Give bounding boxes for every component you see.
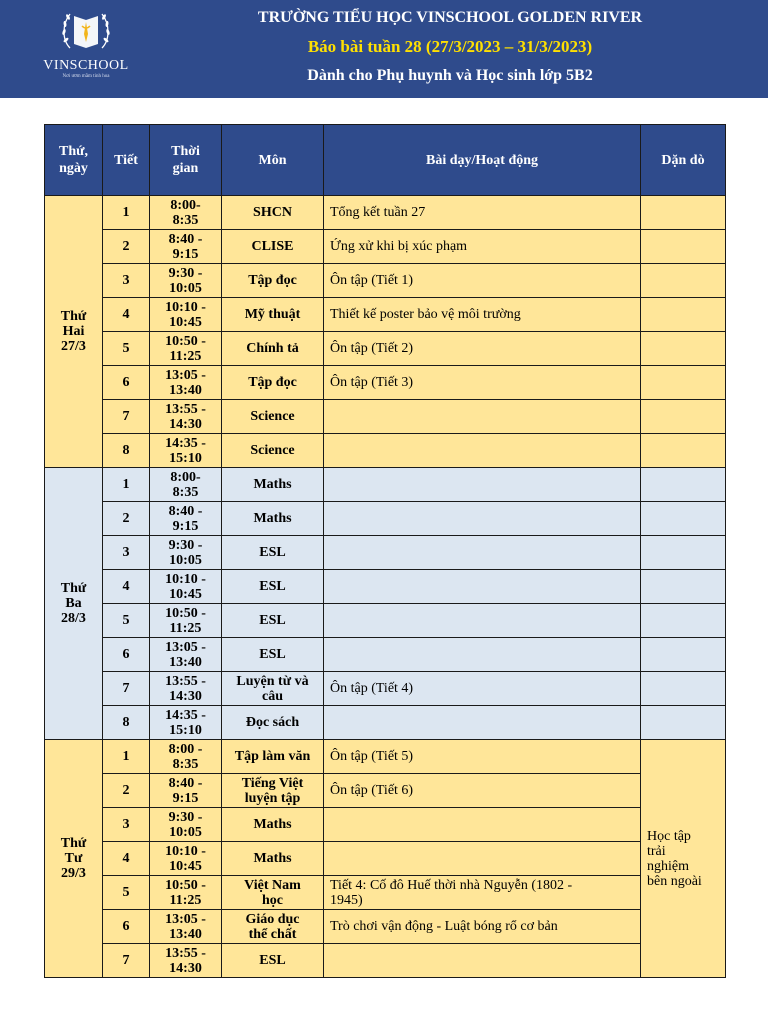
time-cell: 10:50 - 11:25 bbox=[150, 876, 222, 910]
table-row bbox=[45, 604, 726, 638]
activity-cell: Ôn tập (Tiết 6) bbox=[324, 774, 641, 808]
table-row bbox=[45, 536, 726, 570]
time-cell: 10:50 - 11:25 bbox=[150, 332, 222, 366]
note-cell bbox=[641, 264, 726, 298]
header-day: Thứ, ngày bbox=[45, 125, 103, 196]
subject-cell: Science bbox=[222, 434, 324, 468]
time-cell: 10:10 - 10:45 bbox=[150, 570, 222, 604]
subject-cell: ESL bbox=[222, 536, 324, 570]
period-cell: 1 bbox=[103, 468, 150, 502]
subject-cell: Đọc sách bbox=[222, 706, 324, 740]
table-row bbox=[45, 434, 726, 468]
note-cell bbox=[641, 298, 726, 332]
activity-cell: Ôn tập (Tiết 3) bbox=[324, 366, 641, 400]
subject-cell: CLISE bbox=[222, 230, 324, 264]
subject-cell: ESL bbox=[222, 944, 324, 978]
period-cell: 7 bbox=[103, 944, 150, 978]
period-cell: 2 bbox=[103, 230, 150, 264]
note-cell bbox=[641, 706, 726, 740]
subject-cell: Tập đọc bbox=[222, 264, 324, 298]
subject-cell: ESL bbox=[222, 638, 324, 672]
activity-cell bbox=[324, 808, 641, 842]
table-row bbox=[45, 774, 726, 808]
period-cell: 4 bbox=[103, 570, 150, 604]
period-cell: 2 bbox=[103, 774, 150, 808]
period-cell: 4 bbox=[103, 842, 150, 876]
activity-cell: Tiết 4: Cố đô Huế thời nhà Nguyễn (1802 - 1945) bbox=[324, 876, 641, 910]
school-name: TRƯỜNG TIỂU HỌC VINSCHOOL GOLDEN RIVER bbox=[257, 9, 643, 26]
period-cell: 5 bbox=[103, 332, 150, 366]
table-row bbox=[45, 400, 726, 434]
activity-cell bbox=[324, 842, 641, 876]
note-cell bbox=[641, 672, 726, 706]
subject-cell: Tập đọc bbox=[222, 366, 324, 400]
activity-cell: Thiết kế poster bảo vệ môi trường bbox=[324, 298, 641, 332]
time-cell: 8:00 - 8:35 bbox=[150, 740, 222, 774]
period-cell: 6 bbox=[103, 910, 150, 944]
school-logo bbox=[36, 4, 136, 94]
subject-cell: Maths bbox=[222, 502, 324, 536]
activity-cell bbox=[324, 400, 641, 434]
day-cell: Thứ Ba 28/3 bbox=[45, 468, 103, 740]
period-cell: 6 bbox=[103, 366, 150, 400]
header-subject: Môn bbox=[222, 125, 324, 196]
header-time: Thời gian bbox=[150, 125, 222, 196]
table-row bbox=[45, 876, 726, 910]
time-cell: 9:30 - 10:05 bbox=[150, 808, 222, 842]
note-cell bbox=[641, 536, 726, 570]
time-cell: 8:40 - 9:15 bbox=[150, 230, 222, 264]
activity-cell: Ôn tập (Tiết 2) bbox=[324, 332, 641, 366]
activity-cell: Trò chơi vận động - Luật bóng rổ cơ bản bbox=[324, 910, 641, 944]
table-row bbox=[45, 706, 726, 740]
period-cell: 2 bbox=[103, 502, 150, 536]
subject-cell: ESL bbox=[222, 604, 324, 638]
table-row bbox=[45, 910, 726, 944]
note-cell bbox=[641, 434, 726, 468]
note-cell bbox=[641, 366, 726, 400]
time-cell: 13:55 - 14:30 bbox=[150, 944, 222, 978]
time-cell: 10:50 - 11:25 bbox=[150, 604, 222, 638]
activity-cell bbox=[324, 638, 641, 672]
time-cell: 14:35 - 15:10 bbox=[150, 706, 222, 740]
note-cell bbox=[641, 468, 726, 502]
report-title: Báo bài tuần 28 (27/3/2023 – 31/3/2023) bbox=[307, 37, 593, 56]
time-cell: 10:10 - 10:45 bbox=[150, 842, 222, 876]
subject-cell: Science bbox=[222, 400, 324, 434]
time-cell: 14:35 - 15:10 bbox=[150, 434, 222, 468]
subject-cell: Tập làm văn bbox=[222, 740, 324, 774]
time-cell: 10:10 - 10:45 bbox=[150, 298, 222, 332]
activity-cell bbox=[324, 502, 641, 536]
table-row bbox=[45, 366, 726, 400]
subject-cell: Chính tả bbox=[222, 332, 324, 366]
note-cell bbox=[641, 332, 726, 366]
subject-cell: Việt Nam học bbox=[222, 876, 324, 910]
time-cell: 13:55 - 14:30 bbox=[150, 400, 222, 434]
timetable bbox=[44, 124, 726, 978]
time-cell: 8:40 - 9:15 bbox=[150, 774, 222, 808]
table-row bbox=[45, 502, 726, 536]
time-cell: 8:00- 8:35 bbox=[150, 196, 222, 230]
table-row bbox=[45, 672, 726, 706]
period-cell: 7 bbox=[103, 400, 150, 434]
activity-cell bbox=[324, 468, 641, 502]
period-cell: 8 bbox=[103, 706, 150, 740]
subject-cell: Giáo dục thể chất bbox=[222, 910, 324, 944]
period-cell: 5 bbox=[103, 876, 150, 910]
activity-cell bbox=[324, 706, 641, 740]
table-row bbox=[45, 808, 726, 842]
subject-cell: Tiếng Việt luyện tập bbox=[222, 774, 324, 808]
activity-cell: Tổng kết tuần 27 bbox=[324, 196, 641, 230]
table-row bbox=[45, 468, 726, 502]
period-cell: 1 bbox=[103, 740, 150, 774]
note-cell bbox=[641, 230, 726, 264]
period-cell: 3 bbox=[103, 808, 150, 842]
table-row bbox=[45, 230, 726, 264]
period-cell: 3 bbox=[103, 264, 150, 298]
period-cell: 1 bbox=[103, 196, 150, 230]
note-cell bbox=[641, 196, 726, 230]
table-row bbox=[45, 842, 726, 876]
period-cell: 4 bbox=[103, 298, 150, 332]
table-row bbox=[45, 944, 726, 978]
activity-cell: Ứng xử khi bị xúc phạm bbox=[324, 230, 641, 264]
open-book-laurel-icon bbox=[56, 4, 116, 60]
period-cell: 8 bbox=[103, 434, 150, 468]
header-period: Tiết bbox=[103, 125, 150, 196]
period-cell: 6 bbox=[103, 638, 150, 672]
table-row bbox=[45, 740, 726, 774]
table-row bbox=[45, 332, 726, 366]
table-row bbox=[45, 298, 726, 332]
header-activity: Bài dạy/Hoạt động bbox=[324, 125, 641, 196]
logo-tagline: Nơi ươm mầm tinh hoa bbox=[62, 74, 110, 79]
note-cell bbox=[641, 604, 726, 638]
period-cell: 3 bbox=[103, 536, 150, 570]
period-cell: 7 bbox=[103, 672, 150, 706]
header-note: Dặn dò bbox=[641, 125, 726, 196]
time-cell: 13:05 - 13:40 bbox=[150, 366, 222, 400]
subject-cell: Mỹ thuật bbox=[222, 298, 324, 332]
subject-cell: Luyện từ và câu bbox=[222, 672, 324, 706]
subject-cell: Maths bbox=[222, 468, 324, 502]
activity-cell bbox=[324, 944, 641, 978]
audience-line: Dành cho Phụ huynh và Học sinh lớp 5B2 bbox=[307, 67, 593, 84]
time-cell: 13:05 - 13:40 bbox=[150, 638, 222, 672]
subject-cell: SHCN bbox=[222, 196, 324, 230]
time-cell: 8:00- 8:35 bbox=[150, 468, 222, 502]
time-cell: 9:30 - 10:05 bbox=[150, 536, 222, 570]
activity-cell: Ôn tập (Tiết 4) bbox=[324, 672, 641, 706]
subject-cell: Maths bbox=[222, 842, 324, 876]
logo-text: VINSCHOOL bbox=[43, 58, 129, 73]
activity-cell bbox=[324, 604, 641, 638]
activity-cell bbox=[324, 536, 641, 570]
day-cell: Thứ Tư 29/3 bbox=[45, 740, 103, 978]
table-row bbox=[45, 638, 726, 672]
table-row bbox=[45, 570, 726, 604]
table-row bbox=[45, 196, 726, 230]
activity-cell bbox=[324, 434, 641, 468]
table-row bbox=[45, 264, 726, 298]
activity-cell: Ôn tập (Tiết 5) bbox=[324, 740, 641, 774]
activity-cell bbox=[324, 570, 641, 604]
activity-cell: Ôn tập (Tiết 1) bbox=[324, 264, 641, 298]
time-cell: 13:55 - 14:30 bbox=[150, 672, 222, 706]
note-cell bbox=[641, 502, 726, 536]
time-cell: 8:40 - 9:15 bbox=[150, 502, 222, 536]
subject-cell: ESL bbox=[222, 570, 324, 604]
note-cell bbox=[641, 570, 726, 604]
period-cell: 5 bbox=[103, 604, 150, 638]
note-cell bbox=[641, 638, 726, 672]
note-cell: Học tập trải nghiệm bên ngoài bbox=[641, 740, 726, 978]
subject-cell: Maths bbox=[222, 808, 324, 842]
time-cell: 9:30 - 10:05 bbox=[150, 264, 222, 298]
page-header bbox=[0, 0, 768, 98]
day-cell: Thứ Hai 27/3 bbox=[45, 196, 103, 468]
time-cell: 13:05 - 13:40 bbox=[150, 910, 222, 944]
note-cell bbox=[641, 400, 726, 434]
